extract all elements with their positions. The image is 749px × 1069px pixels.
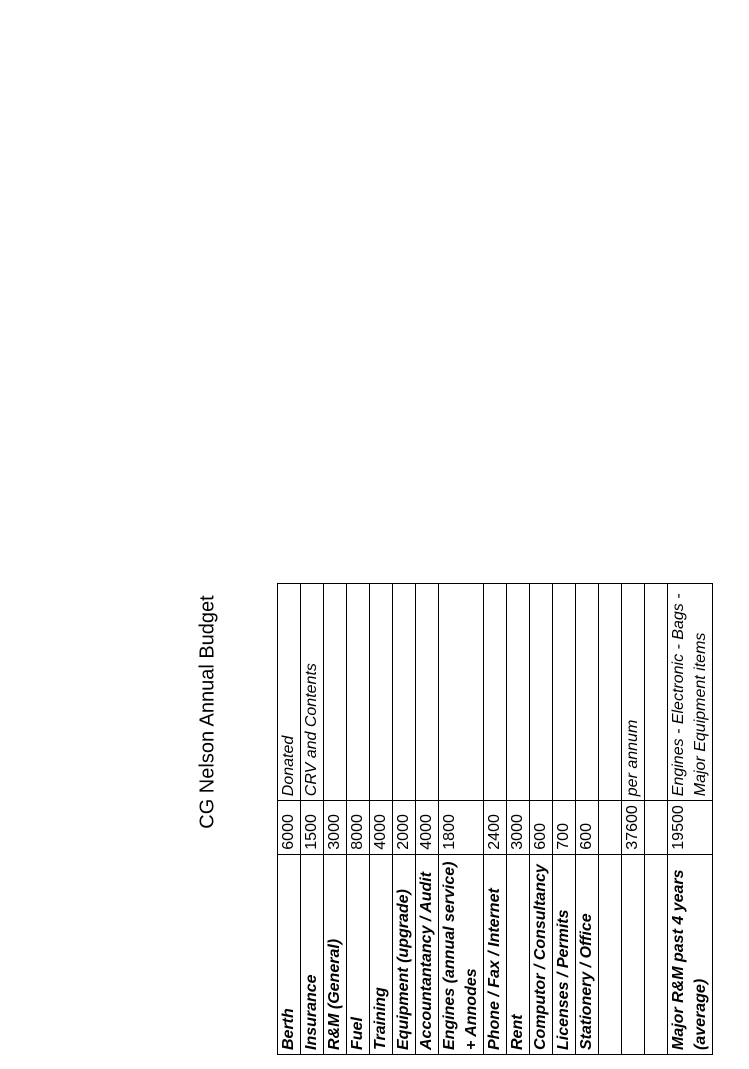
note-cell bbox=[530, 584, 553, 801]
table-row bbox=[507, 584, 530, 1055]
total-row bbox=[622, 584, 645, 1055]
table-row bbox=[553, 584, 576, 1055]
note-cell bbox=[347, 584, 370, 801]
table-row bbox=[439, 584, 484, 1055]
item-cell bbox=[622, 854, 645, 1054]
amount-cell: 3000 bbox=[507, 801, 530, 855]
note-cell bbox=[416, 584, 439, 801]
item-cell: Engines (annual service) + Annodes bbox=[439, 854, 484, 1054]
item-cell: R&M (General) bbox=[324, 854, 347, 1054]
item-cell: Computor / Consultancy bbox=[530, 854, 553, 1054]
amount-cell: 19500 bbox=[668, 801, 713, 855]
table-row bbox=[393, 584, 416, 1055]
item-cell: Phone / Fax / Internet bbox=[484, 854, 507, 1054]
amount-cell bbox=[645, 801, 668, 855]
budget-table-wrapper bbox=[277, 583, 713, 1055]
table-row bbox=[301, 584, 324, 1055]
amount-cell: 1800 bbox=[439, 801, 484, 855]
note-cell bbox=[370, 584, 393, 801]
table-row bbox=[599, 584, 622, 1055]
item-cell: Equipment (upgrade) bbox=[393, 854, 416, 1054]
amount-cell: 4000 bbox=[416, 801, 439, 855]
amount-cell: 2400 bbox=[484, 801, 507, 855]
table-row bbox=[530, 584, 553, 1055]
note-cell bbox=[324, 584, 347, 801]
item-cell: Fuel bbox=[347, 854, 370, 1054]
note-cell bbox=[439, 584, 484, 801]
note-cell bbox=[645, 584, 668, 801]
item-cell: Accountantancy / Audit bbox=[416, 854, 439, 1054]
note-cell bbox=[393, 584, 416, 801]
item-cell bbox=[599, 854, 622, 1054]
note-cell bbox=[484, 584, 507, 801]
major-rm-row bbox=[668, 584, 713, 1055]
amount-cell: 600 bbox=[530, 801, 553, 855]
table-row bbox=[416, 584, 439, 1055]
page-title: CG Nelson Annual Budget bbox=[196, 595, 219, 829]
amount-cell bbox=[599, 801, 622, 855]
amount-cell: 3000 bbox=[324, 801, 347, 855]
item-cell: Licenses / Permits bbox=[553, 854, 576, 1054]
note-cell: CRV and Contents bbox=[301, 584, 324, 801]
amount-cell: 2000 bbox=[393, 801, 416, 855]
amount-cell: 700 bbox=[553, 801, 576, 855]
amount-cell: 6000 bbox=[278, 801, 301, 855]
amount-cell: 1500 bbox=[301, 801, 324, 855]
table-row bbox=[484, 584, 507, 1055]
item-cell: Training bbox=[370, 854, 393, 1054]
total-note-cell: per annum bbox=[622, 584, 645, 801]
item-cell: Insurance bbox=[301, 854, 324, 1054]
note-cell bbox=[507, 584, 530, 801]
amount-cell: 4000 bbox=[370, 801, 393, 855]
total-amount-cell: 37600 bbox=[622, 801, 645, 855]
table-row bbox=[347, 584, 370, 1055]
item-cell: Major R&M past 4 years (average) bbox=[668, 854, 713, 1054]
table-row bbox=[370, 584, 393, 1055]
note-cell bbox=[576, 584, 599, 801]
item-cell: Berth bbox=[278, 854, 301, 1054]
note-cell bbox=[553, 584, 576, 801]
item-cell bbox=[645, 854, 668, 1054]
note-cell: Engines - Electronic - Bags - Major Equipment items bbox=[668, 584, 713, 801]
note-cell: Donated bbox=[278, 584, 301, 801]
item-cell: Stationery / Office bbox=[576, 854, 599, 1054]
budget-table bbox=[277, 583, 713, 1055]
note-cell bbox=[599, 584, 622, 801]
table-row bbox=[324, 584, 347, 1055]
amount-cell: 8000 bbox=[347, 801, 370, 855]
table-row bbox=[576, 584, 599, 1055]
item-cell: Rent bbox=[507, 854, 530, 1054]
amount-cell: 600 bbox=[576, 801, 599, 855]
table-row bbox=[278, 584, 301, 1055]
table-row bbox=[645, 584, 668, 1055]
